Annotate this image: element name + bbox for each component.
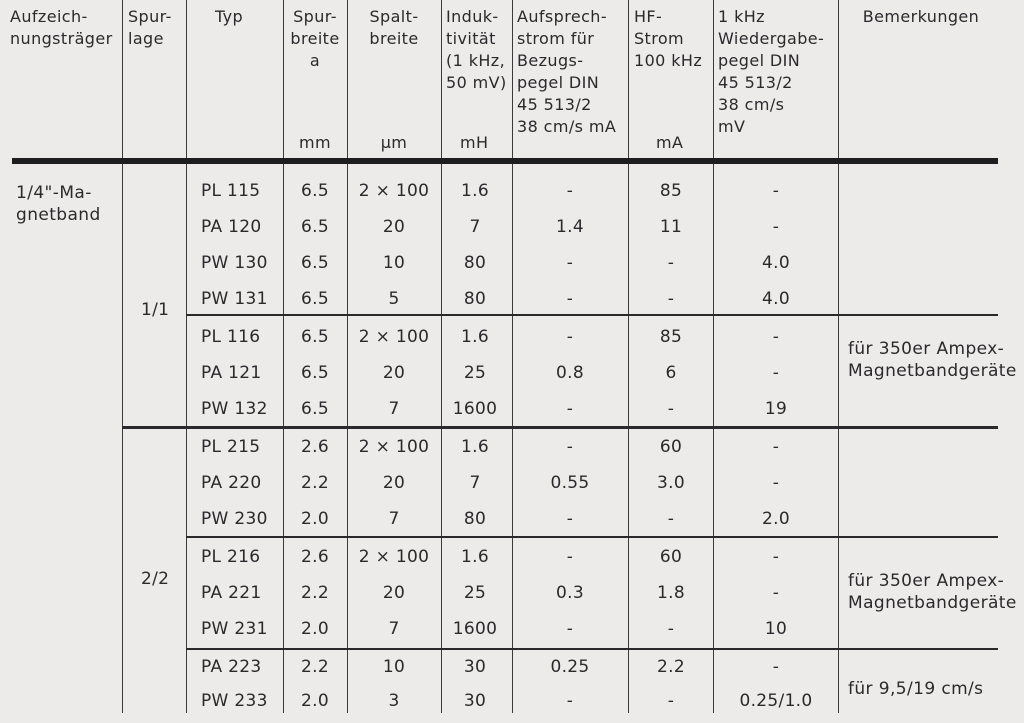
cell-type: PL 215 xyxy=(201,437,261,457)
cell-rec: 0.3 xyxy=(556,583,584,603)
remark: für 350er Ampex- Magnetbandgeräte xyxy=(848,339,1017,381)
header-playback-level: 1 kHz Wiedergabe- pegel DIN 45 513/2 38 cm/s mV xyxy=(718,7,825,136)
group-separator xyxy=(186,314,998,316)
cell-play: - xyxy=(772,657,780,677)
unit-inductance: mH xyxy=(460,133,489,152)
cell-track: 6.5 xyxy=(301,327,329,347)
cell-play: 4.0 xyxy=(762,253,790,273)
header-lane: Spur- lage xyxy=(128,7,172,48)
cell-play: - xyxy=(772,547,780,567)
cell-hf: - xyxy=(667,619,675,639)
cell-ind: 80 xyxy=(463,509,487,529)
cell-play: - xyxy=(772,327,780,347)
group-separator xyxy=(186,648,998,650)
cell-ind: 7 xyxy=(469,473,481,493)
cell-rec: - xyxy=(566,547,574,567)
cell-type: PW 230 xyxy=(201,509,268,529)
cell-rec: - xyxy=(566,509,574,529)
cell-rec: - xyxy=(566,289,574,309)
remark: für 350er Ampex- Magnetbandgeräte xyxy=(848,571,1017,613)
cell-type: PL 115 xyxy=(201,181,261,201)
column-divider xyxy=(628,0,629,713)
unit-hf-current: mA xyxy=(656,133,684,152)
cell-play: - xyxy=(772,181,780,201)
cell-type: PW 130 xyxy=(201,253,268,273)
cell-gap: 7 xyxy=(388,399,400,419)
cell-rec: 1.4 xyxy=(556,217,584,237)
cell-gap: 10 xyxy=(382,657,406,677)
cell-ind: 1600 xyxy=(452,399,498,419)
cell-hf: - xyxy=(667,289,675,309)
carrier-label: 1/4"-Ma- gnetband xyxy=(16,183,101,225)
cell-gap: 2 × 100 xyxy=(358,437,430,457)
cell-gap: 20 xyxy=(382,583,406,603)
cell-track: 2.0 xyxy=(301,691,329,711)
cell-hf: 3.0 xyxy=(657,473,685,493)
column-divider xyxy=(186,0,187,713)
cell-play: 19 xyxy=(764,399,788,419)
cell-gap: 7 xyxy=(388,509,400,529)
cell-hf: - xyxy=(667,253,675,273)
cell-play: - xyxy=(772,473,780,493)
cell-type: PA 220 xyxy=(201,473,262,493)
cell-track: 6.5 xyxy=(301,253,329,273)
cell-gap: 10 xyxy=(382,253,406,273)
cell-track: 6.5 xyxy=(301,217,329,237)
remark: für 9,5/19 cm/s xyxy=(848,679,984,699)
cell-play: 2.0 xyxy=(762,509,790,529)
cell-rec: - xyxy=(566,181,574,201)
cell-rec: 0.55 xyxy=(550,473,590,493)
column-divider xyxy=(441,0,442,713)
cell-type: PL 216 xyxy=(201,547,261,567)
column-divider xyxy=(512,0,513,713)
cell-rec: 0.25 xyxy=(550,657,590,677)
cell-ind: 1.6 xyxy=(461,547,489,567)
cell-type: PW 132 xyxy=(201,399,268,419)
cell-ind: 1600 xyxy=(452,619,498,639)
cell-track: 2.0 xyxy=(301,509,329,529)
cell-type: PW 233 xyxy=(201,691,268,711)
cell-type: PA 121 xyxy=(201,363,262,383)
cell-ind: 1.6 xyxy=(461,181,489,201)
cell-hf: - xyxy=(667,509,675,529)
cell-type: PA 120 xyxy=(201,217,262,237)
cell-gap: 3 xyxy=(388,691,400,711)
cell-rec: 0.8 xyxy=(556,363,584,383)
cell-ind: 80 xyxy=(463,253,487,273)
cell-track: 2.2 xyxy=(301,473,329,493)
cell-type: PW 231 xyxy=(201,619,268,639)
cell-gap: 20 xyxy=(382,363,406,383)
column-divider xyxy=(713,0,714,713)
header-inductance: Induk- tivität (1 kHz, 50 mV) xyxy=(446,7,507,92)
cell-type: PW 131 xyxy=(201,289,268,309)
lane-label: 1/1 xyxy=(141,300,170,320)
cell-track: 6.5 xyxy=(301,399,329,419)
cell-hf: 60 xyxy=(659,437,683,457)
cell-ind: 30 xyxy=(463,657,487,677)
cell-play: 10 xyxy=(764,619,788,639)
cell-gap: 2 × 100 xyxy=(358,327,430,347)
cell-rec: - xyxy=(566,437,574,457)
cell-ind: 7 xyxy=(469,217,481,237)
cell-gap: 20 xyxy=(382,217,406,237)
cell-track: 6.5 xyxy=(301,363,329,383)
cell-type: PL 116 xyxy=(201,327,261,347)
cell-track: 2.2 xyxy=(301,583,329,603)
cell-play: - xyxy=(772,363,780,383)
group-separator xyxy=(122,426,998,429)
cell-hf: - xyxy=(667,399,675,419)
cell-hf: 85 xyxy=(659,327,683,347)
cell-ind: 25 xyxy=(463,583,487,603)
unit-track-width: mm xyxy=(299,133,331,152)
cell-play: 4.0 xyxy=(762,289,790,309)
column-divider xyxy=(838,0,839,713)
cell-hf: 2.2 xyxy=(657,657,685,677)
unit-gap-width: µm xyxy=(380,133,408,152)
header-track-width: Spur- breite a xyxy=(290,7,340,70)
cell-play: - xyxy=(772,583,780,603)
cell-track: 6.5 xyxy=(301,289,329,309)
header-carrier: Aufzeich- nungsträger xyxy=(10,7,113,48)
header-hf-current: HF- Strom 100 kHz xyxy=(634,7,703,70)
cell-track: 2.2 xyxy=(301,657,329,677)
cell-ind: 25 xyxy=(463,363,487,383)
cell-ind: 1.6 xyxy=(461,327,489,347)
column-divider xyxy=(347,0,348,713)
cell-hf: 1.8 xyxy=(657,583,685,603)
cell-rec: - xyxy=(566,691,574,711)
cell-track: 2.6 xyxy=(301,547,329,567)
cell-ind: 30 xyxy=(463,691,487,711)
cell-ind: 80 xyxy=(463,289,487,309)
cell-hf: 11 xyxy=(659,217,683,237)
header-remarks: Bemerkungen xyxy=(862,7,980,26)
cell-gap: 5 xyxy=(388,289,400,309)
cell-gap: 7 xyxy=(388,619,400,639)
cell-rec: - xyxy=(566,253,574,273)
cell-hf: - xyxy=(667,691,675,711)
header-type: Typ xyxy=(215,7,244,26)
cell-hf: 60 xyxy=(659,547,683,567)
cell-gap: 2 × 100 xyxy=(358,547,430,567)
header-rule xyxy=(12,158,998,164)
cell-type: PA 221 xyxy=(201,583,262,603)
cell-hf: 85 xyxy=(659,181,683,201)
cell-track: 2.0 xyxy=(301,619,329,639)
cell-rec: - xyxy=(566,327,574,347)
column-divider xyxy=(283,0,284,713)
cell-hf: 6 xyxy=(665,363,677,383)
cell-gap: 20 xyxy=(382,473,406,493)
group-separator xyxy=(186,536,998,538)
column-divider xyxy=(122,0,123,713)
cell-rec: - xyxy=(566,619,574,639)
cell-track: 6.5 xyxy=(301,181,329,201)
cell-play: 0.25/1.0 xyxy=(739,691,813,711)
cell-ind: 1.6 xyxy=(461,437,489,457)
cell-type: PA 223 xyxy=(201,657,262,677)
cell-track: 2.6 xyxy=(301,437,329,457)
cell-play: - xyxy=(772,437,780,457)
header-gap-width: Spalt- breite xyxy=(369,7,419,48)
cell-gap: 2 × 100 xyxy=(358,181,430,201)
header-record-current: Aufsprech- strom für Bezugs- pegel DIN 45 513/2 38 cm/s mA xyxy=(517,7,617,136)
lane-label: 2/2 xyxy=(141,569,170,589)
cell-rec: - xyxy=(566,399,574,419)
cell-play: - xyxy=(772,217,780,237)
